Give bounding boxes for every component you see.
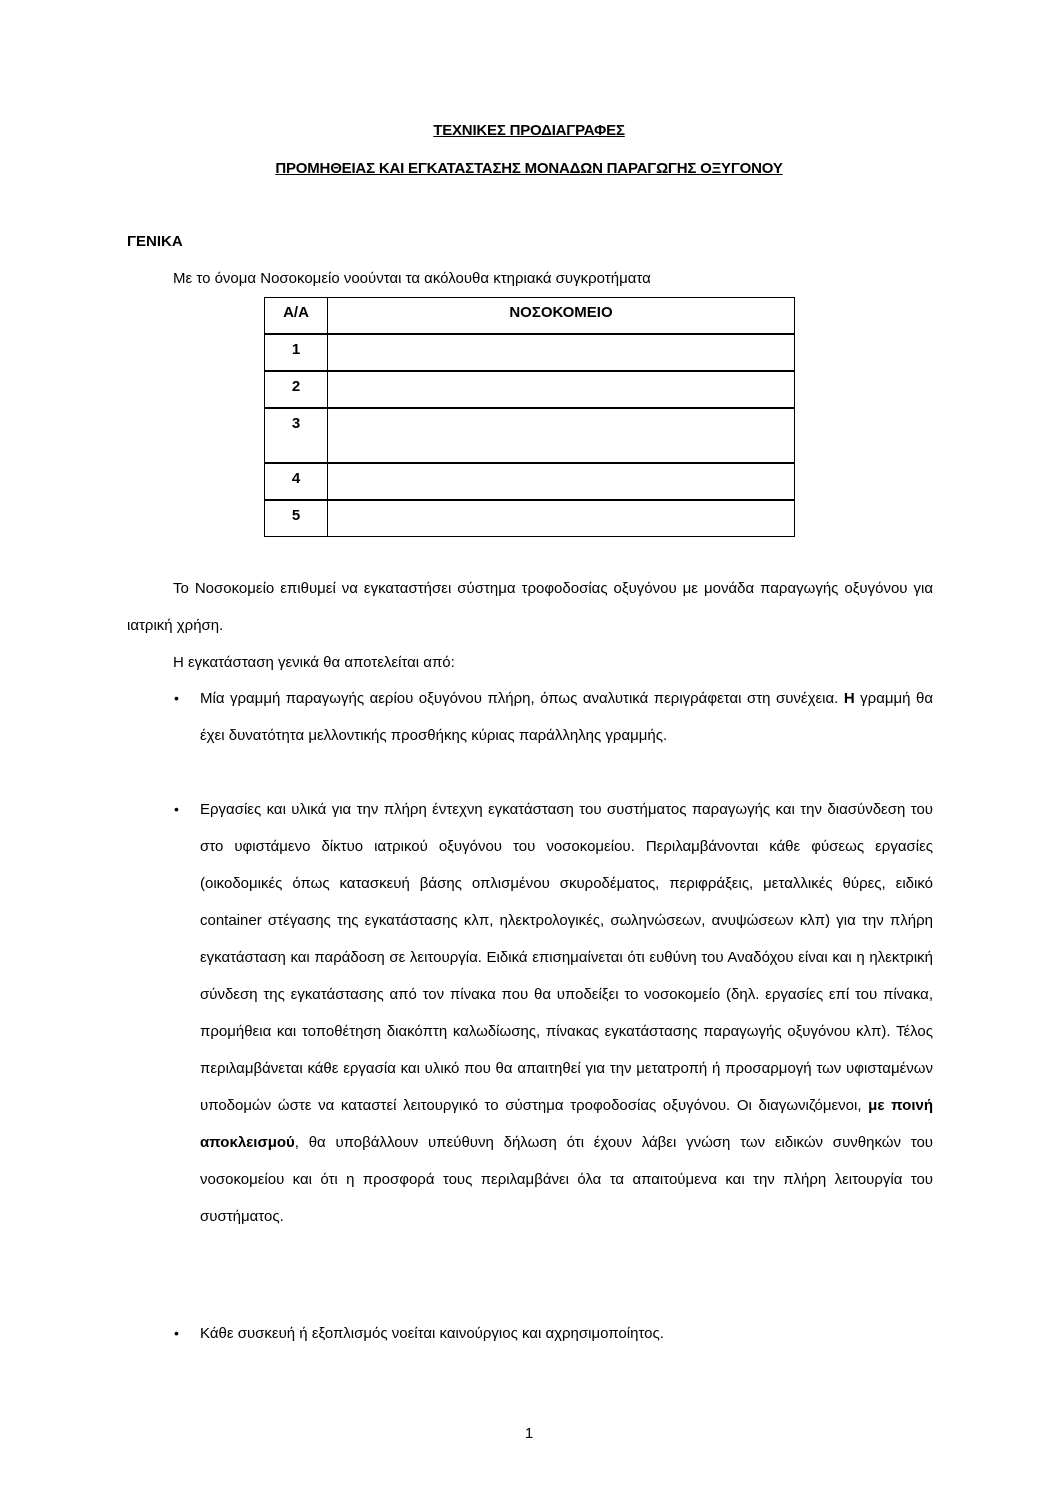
- row-number: 1: [265, 334, 328, 371]
- bullet-icon: •: [174, 690, 179, 706]
- bullet-icon: •: [174, 1325, 179, 1341]
- table-header-row: [265, 298, 795, 334]
- header-hospital: ΝΟΣΟΚΟΜΕΙΟ: [328, 298, 795, 334]
- list-item: [174, 791, 933, 1315]
- list-item-text: Κάθε συσκευή ή εξοπλισμός νοείται καινούργιος και αχρησιμοποίητος.: [200, 1325, 664, 1342]
- paragraph-2: Η εγκατάσταση γενικά θα αποτελείται από:: [173, 654, 455, 671]
- hospitals-table: [264, 297, 795, 537]
- row-hospital: [328, 463, 795, 500]
- list-item: [174, 680, 933, 791]
- list-item: [174, 1315, 933, 1352]
- row-number: 5: [265, 500, 328, 537]
- table-row: [265, 463, 795, 500]
- intro-text: Με το όνομα Νοσοκομείο νοούνται τα ακόλουθα κτηριακά συγκροτήματα: [173, 270, 651, 287]
- list-item-text: , θα υποβάλλουν υπεύθυνη δήλωση ότι έχουν λάβει γνώση των ειδικών συνθηκών του νοσοκομείου και ότι η προσφορά τους περιλαμβάνει όλα τα απαιτούμενα και την πλήρη λειτουργία του συστήματος.: [200, 1134, 933, 1225]
- row-number: 2: [265, 371, 328, 408]
- page-number: 1: [524, 1425, 534, 1442]
- document-subtitle: ΠΡΟΜΗΘΕΙΑΣ ΚΑΙ ΕΓΚΑΤΑΣΤΑΣΗΣ ΜΟΝΑΔΩΝ ΠΑΡΑΓΩΓΗΣ ΟΞΥΓΟΝΟΥ: [275, 160, 783, 177]
- row-hospital: [328, 408, 795, 463]
- row-number: 3: [265, 408, 328, 463]
- document-title: ΤΕΧΝΙΚΕΣ ΠΡΟΔΙΑΓΡΑΦΕΣ: [433, 122, 625, 139]
- bullet-list: [174, 680, 933, 1352]
- table-row: [265, 408, 795, 463]
- header-number: Α/Α: [265, 298, 328, 334]
- row-hospital: [328, 371, 795, 408]
- paragraph-1: Το Νοσοκομείο επιθυμεί να εγκαταστήσει σύστημα τροφοδοσίας οξυγόνου με μονάδα παραγωγής οξυγόνου για ιατρική χρήση.: [127, 580, 933, 634]
- bullet-icon: •: [174, 801, 179, 817]
- list-item-bold-text: Η: [843, 690, 855, 707]
- table-row: [265, 371, 795, 408]
- list-item-bold-text: με ποινή αποκλεισμού: [200, 1097, 933, 1151]
- row-hospital: [328, 334, 795, 371]
- section-heading: ΓΕΝΙΚΑ: [127, 233, 183, 250]
- table-row: [265, 500, 795, 537]
- row-number: 4: [265, 463, 328, 500]
- table-row: [265, 334, 795, 371]
- list-item-text: Εργασίες και υλικά για την πλήρη έντεχνη εγκατάσταση του συστήματος παραγωγής και την διασύνδεση του στο υφιστάμενο δίκτυο ιατρικού οξυγόνου του νοσοκομείου. Περιλαμβάνονται κάθε φύσεως εργασίες (οικοδομικές όπως κατασκευή βάσης οπλισμένου σκυροδέματος, περιφράξεις, μεταλλικές θύρες, ειδικό container στέγασης της εγκατάστασης κλπ, ηλεκτρολογικές, σωληνώσεων, ανυψώσεων κλπ) για την πλήρη εγκατάσταση και παράδοση σε λειτουργία. Ειδικά επισημαίνεται ότι ευθύνη του Αναδόχου είναι και η ηλεκτρική σύνδεση της εγκατάστασης από τον πίνακα που θα υποδείξει το νοσοκομείο (δηλ. εργασίες επί του πίνακα, προμήθεια και τοποθέτηση διακόπτη καλωδίωσης, πίνακας εγκατάστασης παραγωγής οξυγόνου κλπ). Τέλος περιλαμβάνεται κάθε εργασία και υλικό που θα απαιτηθεί για την μετατροπή ή προσαρμογή των υφισταμένων υποδομών ώστε να καταστεί λειτουργικό το σύστημα τροφοδοσίας οξυγόνου. Οι διαγωνιζόμενοι,: [200, 801, 933, 1114]
- row-hospital: [328, 500, 795, 537]
- list-item-text: Μία γραμμή παραγωγής αερίου οξυγόνου πλήρη, όπως αναλυτικά περιγράφεται στη συνέχεια.: [200, 690, 844, 707]
- list-item-text: γραμμή θα έχει δυνατότητα μελλοντικής προσθήκης κύριας παράλληλης γραμμής.: [200, 690, 933, 744]
